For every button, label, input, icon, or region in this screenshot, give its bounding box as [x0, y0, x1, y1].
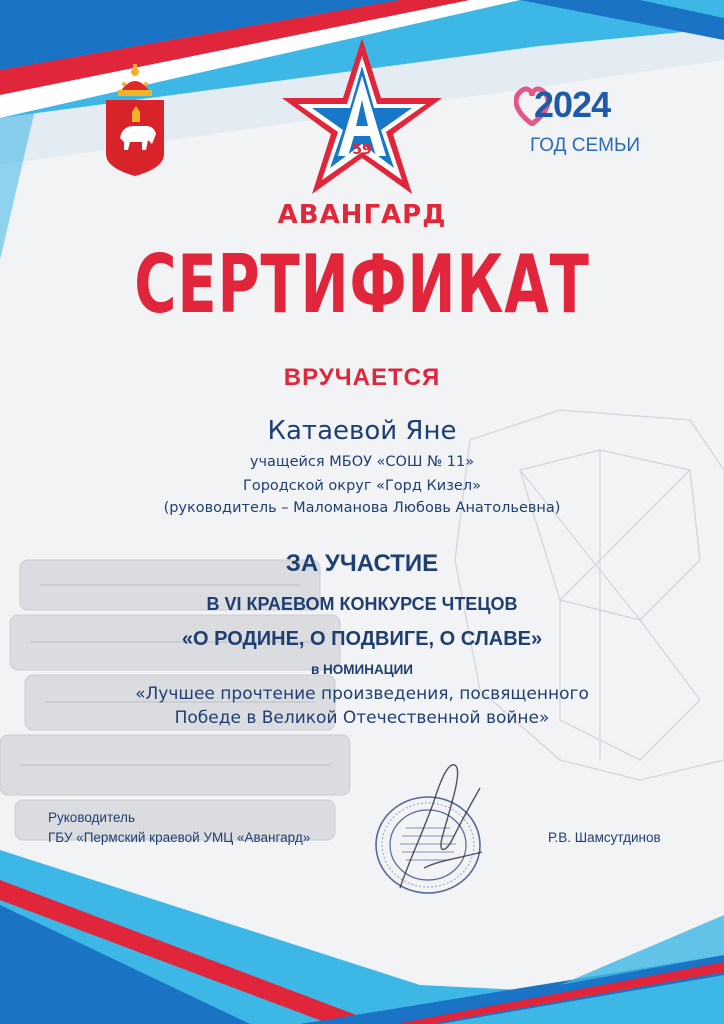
svg-text:59: 59	[352, 142, 372, 158]
year-logo-number: 2024	[534, 84, 611, 125]
contest-line: В VI КРАЕВОМ КОНКУРСЕ ЧТЕЦОВ	[206, 594, 518, 614]
signer-name: Р.В. Шамсутдинов	[548, 830, 661, 845]
nomination-line-2: Победе в Великой Отечественной войне»	[174, 708, 550, 728]
certificate-title: СЕРТИФИКАТ	[134, 238, 590, 331]
signer-role-line-2: ГБУ «Пермский краевой УМЦ «Авангард»	[48, 830, 311, 845]
year-logo-subtitle: ГОД СЕМЬИ	[530, 135, 641, 156]
participation-heading: ЗА УЧАСТИЕ	[285, 550, 439, 577]
avangard-star-logo-icon	[282, 38, 442, 198]
recipient-district: Городской округ «Горд Кизел»	[242, 478, 481, 494]
nomination-label: в НОМИНАЦИИ	[310, 662, 413, 677]
recipient-name: Катаевой Яне	[267, 416, 457, 446]
handwritten-signature-icon	[380, 748, 500, 898]
nomination-line-1: «Лучшее прочтение произведения, посвященного	[135, 684, 589, 704]
logo-name: АВАНГАРД	[277, 200, 447, 230]
recipient-supervisor: (руководитель – Маломанова Любовь Анатольевна)	[163, 500, 561, 516]
contest-name: «О РОДИНЕ, О ПОДВИГЕ, О СЛАВЕ»	[181, 628, 543, 650]
recipient-school: учащейся МБОУ «СОШ № 11»	[249, 454, 475, 470]
coat-of-arms-icon	[102, 62, 168, 178]
awarded-label: ВРУЧАЕТСЯ	[283, 364, 441, 391]
signer-role-line-1: Руководитель	[48, 810, 135, 825]
